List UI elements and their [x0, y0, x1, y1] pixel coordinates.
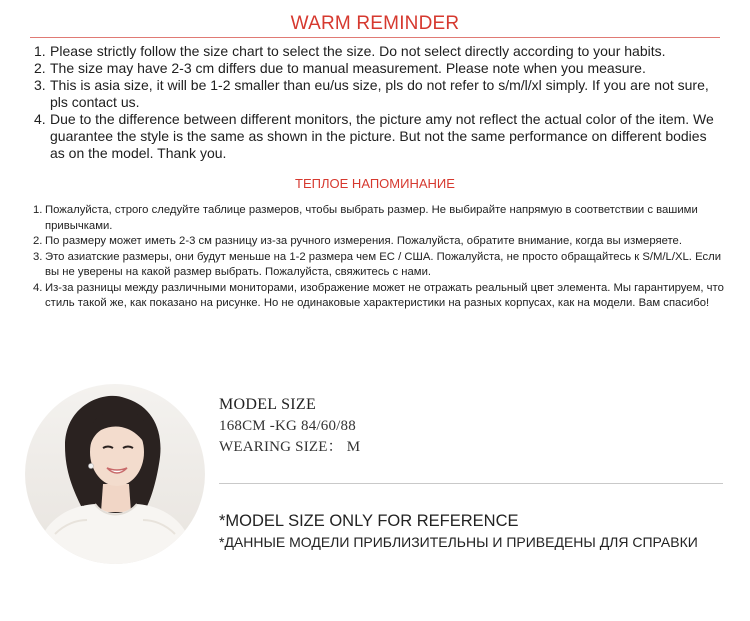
reminder-title-ru: ТЕПЛОЕ НАПОМИНАНИЕ [295, 176, 455, 191]
list-item-text: Please strictly follow the size chart to select the size. Do not select directly according to your habits. [50, 43, 666, 59]
list-item: 4. Из-за разницы между различными мониторами, изображение может не отражать реальный цвет элемента. Мы гарантируем, что стиль такой же, как показано на рисунке. Но не одинаковые характеристики на разных корпусах, как на модели. Вам спасибо! [33, 281, 724, 309]
list-item-text: Из-за разницы между различными мониторами, изображение может не отражать реальный цвет элемента. Мы гарантируем, что стиль такой же, как показано на рисунке. Но не одинаковые характеристики на разных корпусах, как на модели. Вам спасибо! [45, 281, 724, 309]
list-item: 2. The size may have 2-3 cm differs due to manual measurement. Please note when you measure. [34, 60, 646, 76]
model-photo [25, 384, 205, 564]
list-item: 2. По размеру может иметь 2-3 см разницу из-за ручного измерения. Пожалуйста, обратите внимание, когда вы измеряете. [33, 235, 682, 247]
model-wearing-size: WEARING SIZE： M [219, 439, 361, 455]
list-item: 4. Due to the difference between different monitors, the picture amy not reflect the actual color of the item. We guarantee the style is the same as shown in the picture. But not the same performance on different bodies as on the model. Thank you. [34, 111, 714, 161]
model-size-title: MODEL SIZE [219, 396, 317, 413]
model-divider [219, 483, 723, 484]
model-size-block [219, 396, 360, 456]
list-item-text: This is asia size, it will be 1-2 smaller than eu/us size, pls do not refer to s/m/l/xl simply. If you are not sure, pls contact us. [50, 77, 709, 110]
list-item-text: Это азиатские размеры, они будут меньше на 1-2 размера чем EC / США. Пожалуйста, не просто обращайтесь к S/M/L/XL. Если вы не уверены на какой размер выбрать. Пожалуйста, свяжитесь с нами. [45, 250, 722, 278]
reference-note-ru: *ДАННЫЕ МОДЕЛИ ПРИБЛИЗИТЕЛЬНЫ И ПРИВЕДЕНЫ ДЛЯ СПРАВКИ [219, 534, 698, 550]
list-item: 3. Это азиатские размеры, они будут меньше на 1-2 размера чем EC / США. Пожалуйста, не просто обращайтесь к S/M/L/XL. Если вы не уверены на какой размер выбрать. Пожалуйста, свяжитесь с нами. [33, 250, 722, 278]
list-item: 1. Please strictly follow the size chart to select the size. Do not select directly according to your habits. [34, 43, 666, 59]
list-item: 1. Пожалуйста, строго следуйте таблице размеров, чтобы выбрать размер. Не выбирайте напрямую в соответствии с вашими привычками. [33, 204, 698, 232]
model-measurements: 168CM -KG 84/60/88 [219, 418, 356, 434]
reminder-title: WARM REMINDER [290, 13, 460, 34]
reminder-list-en [31, 43, 721, 162]
list-item-text: По размеру может иметь 2-3 см разницу из-за ручного измерения. Пожалуйста, обратите внимание, когда вы измеряете. [45, 235, 682, 247]
reference-note-en: *MODEL SIZE ONLY FOR REFERENCE [219, 512, 519, 530]
reminder-list-ru [31, 203, 731, 312]
list-item: 3. This is asia size, it will be 1-2 smaller than eu/us size, pls do not refer to s/m/l/xl simply. If you are not sure, pls contact us. [34, 77, 709, 110]
list-item-text: Due to the difference between different monitors, the picture amy not reflect the actual color of the item. We guarantee the style is the same as shown in the picture. But not the same performance on different bodies as on the model. Thank you. [50, 111, 714, 161]
list-item-text: The size may have 2-3 cm differs due to manual measurement. Please note when you measure. [50, 60, 646, 76]
list-item-text: Пожалуйста, строго следуйте таблице размеров, чтобы выбрать размер. Не выбирайте напрямую в соответствии с вашими привычками. [45, 204, 698, 232]
reminder-title-divider [30, 37, 720, 38]
